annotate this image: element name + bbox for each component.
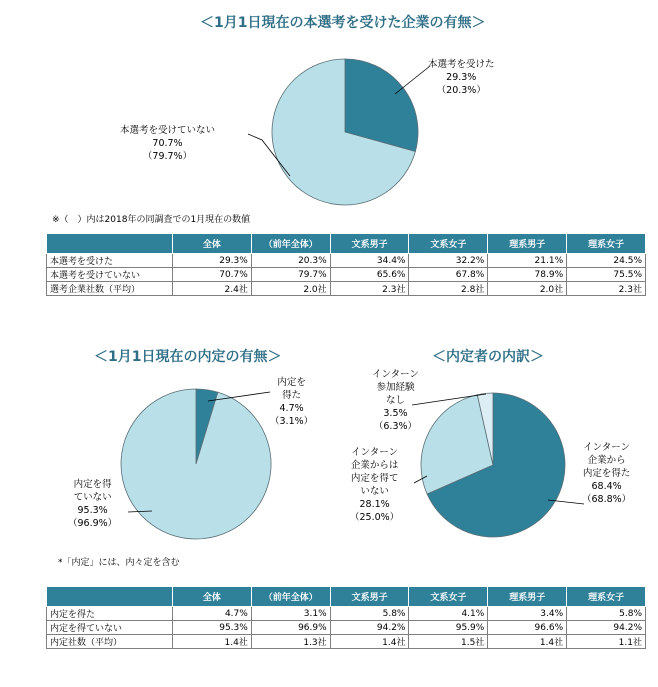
pie1-label-not-received <box>120 124 215 163</box>
pie3-label-no-intern <box>372 368 419 433</box>
cell: 2.0社 <box>251 282 330 296</box>
pie1-title: ＜1月1日現在の本選考を受けた企業の有無＞ <box>200 15 486 31</box>
cell: 95.9% <box>409 621 488 635</box>
row-label: 内定を得ていない <box>47 621 173 635</box>
pie2-label-no-offer-prev: （96.9%） <box>68 518 118 529</box>
table-selection-col: （前年全体） <box>251 234 330 254</box>
pie3-label-no-intern-name-3: なし <box>385 395 405 406</box>
cell: 96.9% <box>251 621 330 635</box>
cell: 24.5% <box>567 254 646 268</box>
row-label: 選考企業社数（平均） <box>47 282 173 296</box>
cell: 3.4% <box>488 607 567 621</box>
pie2-label-offer-prev: （3.1%） <box>270 416 314 427</box>
table-row <box>47 635 646 649</box>
cell: 67.8% <box>409 268 488 282</box>
note-naitei: *「内定」には、内々定を含む <box>58 558 180 568</box>
cell: 5.8% <box>330 607 409 621</box>
cell: 1.4社 <box>173 635 252 649</box>
table-offer-col: 全体 <box>173 587 252 607</box>
pie2-label-offer <box>270 376 313 428</box>
pie3-label-intern-offer-name-3: 内定を得た <box>582 468 631 479</box>
cell: 32.2% <box>409 254 488 268</box>
table-selection-corner <box>47 234 173 254</box>
cell: 34.4% <box>330 254 409 268</box>
pie2-label-offer-name-2: 得た <box>282 390 302 401</box>
cell: 5.8% <box>567 607 646 621</box>
pie3-label-intern-no-offer-value: 28.1% <box>359 499 390 510</box>
cell: 1.4社 <box>488 635 567 649</box>
table-selection-col: 理系女子 <box>567 234 646 254</box>
pie3-label-no-intern-name-2: 参加経験 <box>376 382 415 393</box>
table-selection-header <box>47 234 646 254</box>
table-offer-col: 理系女子 <box>567 587 646 607</box>
table-offer-col: 文系女子 <box>409 587 488 607</box>
pie3-label-intern-offer-name-2: 企業から <box>587 455 626 466</box>
cell: 94.2% <box>567 621 646 635</box>
table-row <box>47 268 646 282</box>
cell: 79.7% <box>251 268 330 282</box>
pie3-label-intern-no-offer <box>350 446 399 524</box>
pie1-leader-line-0 <box>395 66 430 94</box>
table-offer-col: 理系男子 <box>488 587 567 607</box>
pie3-label-no-intern-name-1: インターン <box>372 369 419 380</box>
table-offer-corner <box>47 587 173 607</box>
cell: 29.3% <box>173 254 252 268</box>
pie1-label-not-received-prev: （79.7%） <box>142 151 193 162</box>
cell: 2.3社 <box>330 282 409 296</box>
pie2-label-no-offer-value: 95.3% <box>77 505 108 516</box>
cell: 95.3% <box>173 621 252 635</box>
pie2-slice-1 <box>121 389 271 539</box>
cell: 20.3% <box>251 254 330 268</box>
cell: 2.3社 <box>567 282 646 296</box>
cell: 2.8社 <box>409 282 488 296</box>
table-selection-col: 全体 <box>173 234 252 254</box>
table-row <box>47 607 646 621</box>
pie3-label-intern-offer-name-1: インターン <box>583 442 631 453</box>
cell: 96.6% <box>488 621 567 635</box>
pie2-label-offer-name-1: 内定を <box>277 377 306 388</box>
cell: 1.3社 <box>251 635 330 649</box>
cell: 4.1% <box>409 607 488 621</box>
cell: 1.1社 <box>567 635 646 649</box>
cell: 4.7% <box>173 607 252 621</box>
pie3-label-intern-offer-prev: （68.8%） <box>582 494 632 505</box>
pie3-label-intern-no-offer-name-3: 内定を得て <box>350 473 399 484</box>
row-label: 内定社数（平均） <box>47 635 173 649</box>
cell: 1.4社 <box>330 635 409 649</box>
table-selection <box>46 233 646 296</box>
pie3-label-intern-no-offer-name-1: インターン <box>351 447 399 458</box>
pie1-label-received <box>428 58 495 97</box>
pie3-label-intern-no-offer-name-2: 企業からは <box>350 460 399 471</box>
pie1-label-not-received-value: 70.7% <box>152 138 183 149</box>
cell: 3.1% <box>251 607 330 621</box>
pie3-label-intern-no-offer-name-4: いない <box>360 486 389 497</box>
row-label: 本選考を受けていない <box>47 268 173 282</box>
pie3-title: ＜内定者の内訳＞ <box>432 349 544 365</box>
pie1-label-received-name: 本選考を受けた <box>428 59 495 70</box>
pie3-label-intern-offer <box>582 441 631 506</box>
cell: 1.5社 <box>409 635 488 649</box>
cell: 70.7% <box>173 268 252 282</box>
table-offer <box>46 586 646 649</box>
pie2-title: ＜1月1日現在の内定の有無＞ <box>94 349 282 365</box>
row-label: 本選考を受けた <box>47 254 173 268</box>
cell: 2.4社 <box>173 282 252 296</box>
pie1-label-not-received-name: 本選考を受けていない <box>120 125 216 136</box>
pie2-label-offer-value: 4.7% <box>279 403 304 414</box>
cell: 94.2% <box>330 621 409 635</box>
cell: 75.5% <box>567 268 646 282</box>
pie3-label-intern-no-offer-prev: （25.0%） <box>350 512 400 523</box>
pie2-label-no-offer-name-2: ていない <box>73 492 112 503</box>
table-offer-col: （前年全体） <box>251 587 330 607</box>
pie2-label-no-offer <box>68 478 117 530</box>
pie1-label-received-prev: （20.3%） <box>436 85 486 96</box>
cell: 65.6% <box>330 268 409 282</box>
pie3-label-intern-offer-value: 68.4% <box>591 481 622 492</box>
pie3-label-no-intern-value: 3.5% <box>383 408 408 419</box>
row-label: 内定を得た <box>47 607 173 621</box>
table-row <box>47 282 646 296</box>
table-row <box>47 254 646 268</box>
pie1-label-received-value: 29.3% <box>446 72 477 83</box>
cell: 21.1% <box>488 254 567 268</box>
table-selection-col: 文系男子 <box>330 234 409 254</box>
table-offer-header <box>47 587 646 607</box>
table-row <box>47 621 646 635</box>
pie3-label-no-intern-prev: （6.3%） <box>373 421 418 432</box>
table-selection-col: 文系女子 <box>409 234 488 254</box>
note-previous-year: ※（ ）内は2018年の同調査での1月現在の数値 <box>52 215 251 225</box>
cell: 78.9% <box>488 268 567 282</box>
table-selection-col: 理系男子 <box>488 234 567 254</box>
table-offer-col: 文系男子 <box>330 587 409 607</box>
cell: 2.0社 <box>488 282 567 296</box>
pie2-label-no-offer-name-1: 内定を得 <box>73 479 112 490</box>
